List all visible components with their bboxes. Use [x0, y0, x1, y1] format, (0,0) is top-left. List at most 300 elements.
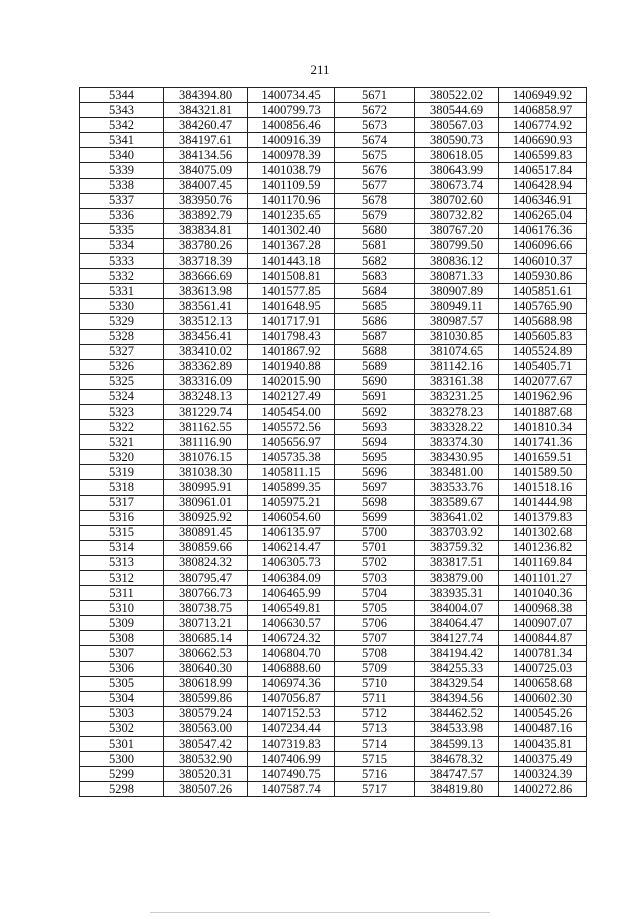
x-right-cell: 383161.38 [415, 374, 499, 389]
y-right-cell: 1400844.87 [499, 631, 587, 646]
point-id-left-cell: 5331 [80, 284, 164, 299]
x-left-cell: 383410.02 [164, 344, 248, 359]
y-left-cell: 1407234.44 [248, 721, 335, 736]
x-right-cell: 383328.22 [415, 420, 499, 435]
x-right-cell: 384394.56 [415, 691, 499, 706]
y-right-cell: 1401169.84 [499, 555, 587, 570]
point-id-left-cell: 5315 [80, 525, 164, 540]
point-id-right-cell: 5694 [335, 435, 415, 450]
x-left-cell: 384394.80 [164, 88, 248, 103]
y-left-cell: 1402127.49 [248, 389, 335, 404]
table-row [80, 118, 587, 133]
x-right-cell: 384599.13 [415, 737, 499, 752]
point-id-right-cell: 5695 [335, 450, 415, 465]
x-right-cell: 383278.23 [415, 404, 499, 419]
point-id-right-cell: 5683 [335, 269, 415, 284]
x-right-cell: 383935.31 [415, 586, 499, 601]
x-right-cell: 380836.12 [415, 254, 499, 269]
y-right-cell: 1405765.90 [499, 299, 587, 314]
x-left-cell: 380795.47 [164, 571, 248, 586]
table-row [80, 721, 587, 736]
table-row [80, 329, 587, 344]
y-left-cell: 1400734.45 [248, 88, 335, 103]
y-right-cell: 1400725.03 [499, 661, 587, 676]
y-right-cell: 1400324.39 [499, 767, 587, 782]
point-id-left-cell: 5326 [80, 359, 164, 374]
table-row [80, 359, 587, 374]
y-right-cell: 1401810.34 [499, 420, 587, 435]
x-left-cell: 380520.31 [164, 767, 248, 782]
point-id-right-cell: 5703 [335, 571, 415, 586]
x-left-cell: 383834.81 [164, 223, 248, 238]
point-id-left-cell: 5329 [80, 314, 164, 329]
y-left-cell: 1401109.59 [248, 178, 335, 193]
x-right-cell: 380987.57 [415, 314, 499, 329]
x-left-cell: 380824.32 [164, 555, 248, 570]
y-right-cell: 1406265.04 [499, 208, 587, 223]
point-id-left-cell: 5299 [80, 767, 164, 782]
x-left-cell: 384197.61 [164, 133, 248, 148]
x-right-cell: 380673.74 [415, 178, 499, 193]
y-left-cell: 1405572.56 [248, 420, 335, 435]
x-right-cell: 384064.47 [415, 616, 499, 631]
table-row [80, 163, 587, 178]
table-row [80, 646, 587, 661]
point-id-left-cell: 5300 [80, 752, 164, 767]
coordinate-table-body [80, 88, 587, 797]
y-right-cell: 1406010.37 [499, 254, 587, 269]
point-id-left-cell: 5336 [80, 208, 164, 223]
y-right-cell: 1400487.16 [499, 721, 587, 736]
point-id-left-cell: 5302 [80, 721, 164, 736]
x-left-cell: 380662.53 [164, 646, 248, 661]
y-left-cell: 1401170.96 [248, 193, 335, 208]
y-right-cell: 1400907.07 [499, 616, 587, 631]
y-left-cell: 1407587.74 [248, 782, 335, 797]
table-row [80, 178, 587, 193]
point-id-left-cell: 5337 [80, 193, 164, 208]
table-row [80, 88, 587, 103]
table-row [80, 540, 587, 555]
table-row [80, 389, 587, 404]
y-left-cell: 1401443.18 [248, 254, 335, 269]
x-right-cell: 384462.52 [415, 706, 499, 721]
x-right-cell: 383589.67 [415, 495, 499, 510]
x-left-cell: 380640.30 [164, 661, 248, 676]
point-id-right-cell: 5678 [335, 193, 415, 208]
x-right-cell: 380590.73 [415, 133, 499, 148]
y-right-cell: 1401236.82 [499, 540, 587, 555]
point-id-right-cell: 5709 [335, 661, 415, 676]
point-id-right-cell: 5712 [335, 706, 415, 721]
table-row [80, 767, 587, 782]
point-id-left-cell: 5338 [80, 178, 164, 193]
point-id-right-cell: 5702 [335, 555, 415, 570]
x-left-cell: 384075.09 [164, 163, 248, 178]
table-row [80, 208, 587, 223]
x-left-cell: 381229.74 [164, 404, 248, 419]
x-left-cell: 383718.39 [164, 254, 248, 269]
point-id-left-cell: 5327 [80, 344, 164, 359]
x-left-cell: 383780.26 [164, 238, 248, 253]
point-id-left-cell: 5305 [80, 676, 164, 691]
table-row [80, 737, 587, 752]
point-id-left-cell: 5301 [80, 737, 164, 752]
x-right-cell: 380618.05 [415, 148, 499, 163]
point-id-right-cell: 5697 [335, 480, 415, 495]
x-left-cell: 380961.01 [164, 495, 248, 510]
y-left-cell: 1401867.92 [248, 344, 335, 359]
x-left-cell: 384321.81 [164, 103, 248, 118]
y-right-cell: 1402077.67 [499, 374, 587, 389]
table-row [80, 450, 587, 465]
y-left-cell: 1405899.35 [248, 480, 335, 495]
table-row [80, 571, 587, 586]
y-right-cell: 1401659.51 [499, 450, 587, 465]
table-row [80, 374, 587, 389]
point-id-right-cell: 5681 [335, 238, 415, 253]
x-left-cell: 381038.30 [164, 465, 248, 480]
y-left-cell: 1407056.87 [248, 691, 335, 706]
y-left-cell: 1406054.60 [248, 510, 335, 525]
y-left-cell: 1406384.09 [248, 571, 335, 586]
point-id-right-cell: 5691 [335, 389, 415, 404]
point-id-left-cell: 5303 [80, 706, 164, 721]
y-right-cell: 1400602.30 [499, 691, 587, 706]
x-right-cell: 384127.74 [415, 631, 499, 646]
x-right-cell: 383430.95 [415, 450, 499, 465]
y-right-cell: 1401379.83 [499, 510, 587, 525]
x-left-cell: 384007.45 [164, 178, 248, 193]
page-bottom-rule [150, 912, 490, 913]
point-id-right-cell: 5714 [335, 737, 415, 752]
y-left-cell: 1401577.85 [248, 284, 335, 299]
x-right-cell: 383231.25 [415, 389, 499, 404]
y-right-cell: 1405688.98 [499, 314, 587, 329]
point-id-right-cell: 5688 [335, 344, 415, 359]
y-left-cell: 1407319.83 [248, 737, 335, 752]
y-right-cell: 1400435.81 [499, 737, 587, 752]
point-id-right-cell: 5715 [335, 752, 415, 767]
y-left-cell: 1401367.28 [248, 238, 335, 253]
y-right-cell: 1406858.97 [499, 103, 587, 118]
y-left-cell: 1407406.99 [248, 752, 335, 767]
y-right-cell: 1406517.84 [499, 163, 587, 178]
y-right-cell: 1401962.96 [499, 389, 587, 404]
x-right-cell: 380643.99 [415, 163, 499, 178]
x-left-cell: 380547.42 [164, 737, 248, 752]
table-row [80, 404, 587, 419]
table-row [80, 586, 587, 601]
x-right-cell: 380949.11 [415, 299, 499, 314]
point-id-right-cell: 5704 [335, 586, 415, 601]
y-right-cell: 1400375.49 [499, 752, 587, 767]
y-right-cell: 1406774.92 [499, 118, 587, 133]
y-left-cell: 1402015.90 [248, 374, 335, 389]
x-left-cell: 383561.41 [164, 299, 248, 314]
x-left-cell: 383362.89 [164, 359, 248, 374]
point-id-right-cell: 5699 [335, 510, 415, 525]
point-id-left-cell: 5320 [80, 450, 164, 465]
x-left-cell: 380618.99 [164, 676, 248, 691]
point-id-left-cell: 5335 [80, 223, 164, 238]
x-right-cell: 384678.32 [415, 752, 499, 767]
point-id-left-cell: 5341 [80, 133, 164, 148]
table-row [80, 676, 587, 691]
point-id-left-cell: 5308 [80, 631, 164, 646]
y-right-cell: 1400272.86 [499, 782, 587, 797]
y-left-cell: 1407152.53 [248, 706, 335, 721]
point-id-right-cell: 5672 [335, 103, 415, 118]
point-id-right-cell: 5708 [335, 646, 415, 661]
y-right-cell: 1405524.89 [499, 344, 587, 359]
point-id-right-cell: 5706 [335, 616, 415, 631]
y-right-cell: 1400968.38 [499, 601, 587, 616]
x-right-cell: 383879.00 [415, 571, 499, 586]
y-left-cell: 1406214.47 [248, 540, 335, 555]
y-left-cell: 1401508.81 [248, 269, 335, 284]
y-left-cell: 1405454.00 [248, 404, 335, 419]
y-right-cell: 1401302.68 [499, 525, 587, 540]
y-left-cell: 1405656.97 [248, 435, 335, 450]
point-id-right-cell: 5687 [335, 329, 415, 344]
x-right-cell: 384329.54 [415, 676, 499, 691]
point-id-right-cell: 5710 [335, 676, 415, 691]
x-left-cell: 380995.91 [164, 480, 248, 495]
point-id-left-cell: 5321 [80, 435, 164, 450]
point-id-left-cell: 5304 [80, 691, 164, 706]
y-left-cell: 1400978.39 [248, 148, 335, 163]
table-row [80, 691, 587, 706]
point-id-right-cell: 5685 [335, 299, 415, 314]
x-left-cell: 384134.56 [164, 148, 248, 163]
y-left-cell: 1406724.32 [248, 631, 335, 646]
y-right-cell: 1401040.36 [499, 586, 587, 601]
y-right-cell: 1405605.83 [499, 329, 587, 344]
point-id-left-cell: 5333 [80, 254, 164, 269]
x-right-cell: 380907.89 [415, 284, 499, 299]
point-id-right-cell: 5707 [335, 631, 415, 646]
table-row [80, 631, 587, 646]
table-row [80, 314, 587, 329]
y-right-cell: 1406428.94 [499, 178, 587, 193]
point-id-left-cell: 5298 [80, 782, 164, 797]
x-left-cell: 380891.45 [164, 525, 248, 540]
point-id-left-cell: 5328 [80, 329, 164, 344]
point-id-left-cell: 5311 [80, 586, 164, 601]
x-right-cell: 383641.02 [415, 510, 499, 525]
point-id-left-cell: 5323 [80, 404, 164, 419]
y-left-cell: 1405735.38 [248, 450, 335, 465]
point-id-left-cell: 5317 [80, 495, 164, 510]
point-id-right-cell: 5679 [335, 208, 415, 223]
x-left-cell: 380507.26 [164, 782, 248, 797]
y-left-cell: 1400856.46 [248, 118, 335, 133]
y-right-cell: 1406096.66 [499, 238, 587, 253]
y-left-cell: 1406888.60 [248, 661, 335, 676]
x-left-cell: 383613.98 [164, 284, 248, 299]
point-id-right-cell: 5705 [335, 601, 415, 616]
x-right-cell: 381074.65 [415, 344, 499, 359]
y-right-cell: 1406346.91 [499, 193, 587, 208]
y-left-cell: 1407490.75 [248, 767, 335, 782]
y-left-cell: 1401940.88 [248, 359, 335, 374]
y-right-cell: 1405930.86 [499, 269, 587, 284]
x-left-cell: 383512.13 [164, 314, 248, 329]
x-left-cell: 380766.73 [164, 586, 248, 601]
point-id-left-cell: 5339 [80, 163, 164, 178]
y-left-cell: 1405811.15 [248, 465, 335, 480]
point-id-right-cell: 5690 [335, 374, 415, 389]
y-right-cell: 1401101.27 [499, 571, 587, 586]
point-id-right-cell: 5682 [335, 254, 415, 269]
x-right-cell: 383703.92 [415, 525, 499, 540]
table-row [80, 133, 587, 148]
x-left-cell: 381162.55 [164, 420, 248, 435]
x-right-cell: 383481.00 [415, 465, 499, 480]
y-left-cell: 1406549.81 [248, 601, 335, 616]
x-right-cell: 380799.50 [415, 238, 499, 253]
table-row [80, 616, 587, 631]
point-id-left-cell: 5344 [80, 88, 164, 103]
table-row [80, 555, 587, 570]
y-left-cell: 1400916.39 [248, 133, 335, 148]
point-id-left-cell: 5309 [80, 616, 164, 631]
table-row [80, 193, 587, 208]
point-id-right-cell: 5711 [335, 691, 415, 706]
y-left-cell: 1406804.70 [248, 646, 335, 661]
x-right-cell: 380767.20 [415, 223, 499, 238]
y-right-cell: 1406599.83 [499, 148, 587, 163]
y-left-cell: 1401798.43 [248, 329, 335, 344]
point-id-left-cell: 5330 [80, 299, 164, 314]
x-left-cell: 380685.14 [164, 631, 248, 646]
x-left-cell: 383316.09 [164, 374, 248, 389]
point-id-left-cell: 5324 [80, 389, 164, 404]
table-row [80, 284, 587, 299]
y-right-cell: 1401518.16 [499, 480, 587, 495]
x-left-cell: 380532.90 [164, 752, 248, 767]
table-row [80, 299, 587, 314]
y-right-cell: 1406690.93 [499, 133, 587, 148]
point-id-right-cell: 5675 [335, 148, 415, 163]
x-left-cell: 383248.13 [164, 389, 248, 404]
point-id-right-cell: 5673 [335, 118, 415, 133]
point-id-right-cell: 5692 [335, 404, 415, 419]
x-left-cell: 380738.75 [164, 601, 248, 616]
y-left-cell: 1401717.91 [248, 314, 335, 329]
y-left-cell: 1401235.65 [248, 208, 335, 223]
point-id-right-cell: 5701 [335, 540, 415, 555]
x-right-cell: 380732.82 [415, 208, 499, 223]
x-right-cell: 384194.42 [415, 646, 499, 661]
y-left-cell: 1401038.79 [248, 163, 335, 178]
x-left-cell: 384260.47 [164, 118, 248, 133]
y-right-cell: 1406949.92 [499, 88, 587, 103]
table-row [80, 510, 587, 525]
x-right-cell: 383533.76 [415, 480, 499, 495]
y-left-cell: 1401648.95 [248, 299, 335, 314]
table-row [80, 148, 587, 163]
table-row [80, 495, 587, 510]
point-id-left-cell: 5306 [80, 661, 164, 676]
x-right-cell: 383817.51 [415, 555, 499, 570]
table-row [80, 254, 587, 269]
point-id-right-cell: 5696 [335, 465, 415, 480]
point-id-right-cell: 5676 [335, 163, 415, 178]
table-row [80, 269, 587, 284]
table-row [80, 706, 587, 721]
table-row [80, 661, 587, 676]
table-row [80, 420, 587, 435]
table-row [80, 480, 587, 495]
x-right-cell: 384819.80 [415, 782, 499, 797]
y-left-cell: 1401302.40 [248, 223, 335, 238]
x-right-cell: 383374.30 [415, 435, 499, 450]
x-right-cell: 384004.07 [415, 601, 499, 616]
page-number: 211 [310, 62, 330, 77]
point-id-left-cell: 5334 [80, 238, 164, 253]
table-row [80, 465, 587, 480]
point-id-right-cell: 5684 [335, 284, 415, 299]
x-right-cell: 380871.33 [415, 269, 499, 284]
table-row [80, 238, 587, 253]
x-left-cell: 383950.76 [164, 193, 248, 208]
x-left-cell: 380925.92 [164, 510, 248, 525]
y-left-cell: 1406974.36 [248, 676, 335, 691]
point-id-right-cell: 5700 [335, 525, 415, 540]
table-row [80, 752, 587, 767]
point-id-left-cell: 5343 [80, 103, 164, 118]
y-left-cell: 1406305.73 [248, 555, 335, 570]
point-id-left-cell: 5318 [80, 480, 164, 495]
x-left-cell: 380579.24 [164, 706, 248, 721]
x-right-cell: 380522.02 [415, 88, 499, 103]
point-id-right-cell: 5686 [335, 314, 415, 329]
point-id-left-cell: 5316 [80, 510, 164, 525]
y-left-cell: 1406465.99 [248, 586, 335, 601]
point-id-right-cell: 5693 [335, 420, 415, 435]
y-left-cell: 1400799.73 [248, 103, 335, 118]
point-id-left-cell: 5314 [80, 540, 164, 555]
x-right-cell: 384747.57 [415, 767, 499, 782]
point-id-left-cell: 5313 [80, 555, 164, 570]
point-id-right-cell: 5689 [335, 359, 415, 374]
x-left-cell: 380859.66 [164, 540, 248, 555]
x-left-cell: 380713.21 [164, 616, 248, 631]
y-right-cell: 1406176.36 [499, 223, 587, 238]
x-left-cell: 380599.86 [164, 691, 248, 706]
point-id-left-cell: 5342 [80, 118, 164, 133]
table-row [80, 601, 587, 616]
x-left-cell: 381116.90 [164, 435, 248, 450]
point-id-left-cell: 5322 [80, 420, 164, 435]
x-right-cell: 384255.33 [415, 661, 499, 676]
table-row [80, 525, 587, 540]
point-id-left-cell: 5332 [80, 269, 164, 284]
x-left-cell: 383892.79 [164, 208, 248, 223]
point-id-left-cell: 5312 [80, 571, 164, 586]
point-id-left-cell: 5325 [80, 374, 164, 389]
x-right-cell: 383759.32 [415, 540, 499, 555]
point-id-right-cell: 5698 [335, 495, 415, 510]
table-row [80, 103, 587, 118]
y-right-cell: 1401444.98 [499, 495, 587, 510]
table-row [80, 223, 587, 238]
y-right-cell: 1401589.50 [499, 465, 587, 480]
x-left-cell: 380563.00 [164, 721, 248, 736]
x-left-cell: 383456.41 [164, 329, 248, 344]
